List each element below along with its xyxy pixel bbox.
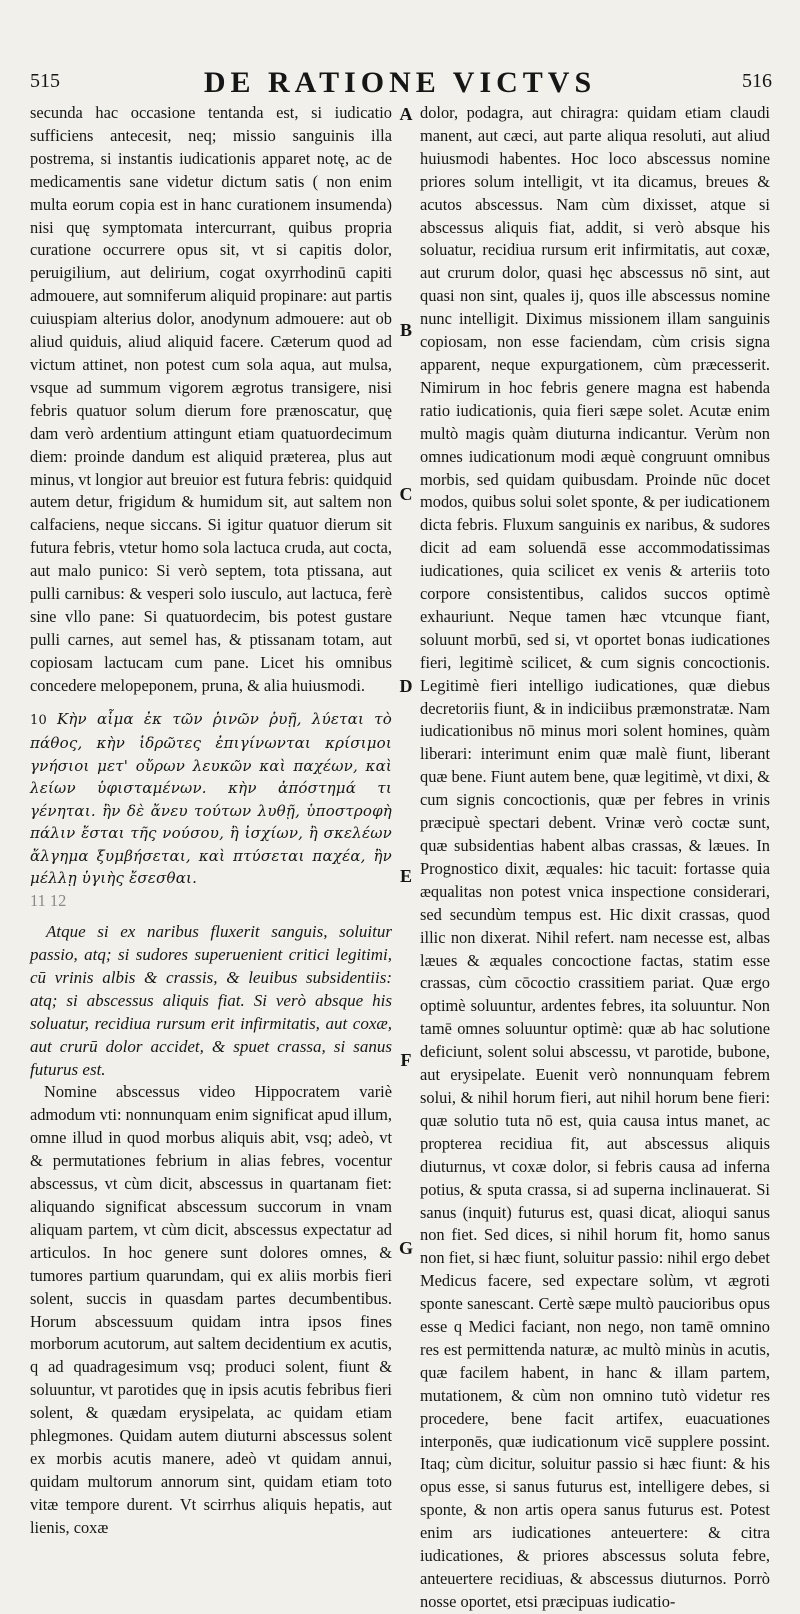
greek-aphorism <box>30 708 392 890</box>
margin-letter-a: A <box>399 104 413 124</box>
paragraph: secunda hac occasione tentanda est, si iudicatio sufficiens antecesit, neq; missio sanguinis illa postrema, si instantis iudicationis apparet notę, ac de medicamentis sane videtur dictum satis ( non enim multa eorum copia est in hanc curationem insumenda) nisi quę symptomata intercurrant, quibus propria curatione occurrere opus sit, vt si capitis dolor, peruigilium, aut delirium, cogat oxyrrhodinū capiti admouere, aut somniferum aliquid propinare: aut partis cuiuspiam alterius dolor, anodynum admouere: aut ob aliud quiduis, aliud aliquid facere. Cæterum quod ad victum attinet, non potest cum sola aqua, aut mulsa, vsque ad summum vigorem ægrotus transigere, nisi febris quatuor solum dierum fore prænoscatur, quę dam verò ardentium attingunt etiam quatuordecimum diem: proinde dandum est aliquid præterea, plus aut minus, vt longior aut breuior est futura febris: quidquid autem detur, frigidum & humidum sit, aut saltem non calfaciens, neque siccans. Si igitur quatuor dierum sit futura febris, vtetur homo sola lactuca cruda, aut cocta, aut malo punico: Si verò septem, tota ptissana, aut pulli carnibus: & vesperi solo iusculo, aut lactuca, ferè sine vllo pane: Si quatuordecim, bis potest gustare pulli carnes, aut semel has, & ptissanam totam, aut copiosam lactucam cum pane. Licet his omnibus concedere melopeponem, pruna, & alia huiusmodi. <box>30 103 392 695</box>
commentary-paragraph: Nomine abscessus video Hippocratem variè admodum vti: nonnunquam enim significat apud illum, omne illud in quod morbus aliquis abit, vsq; adeò, vt & permutationes febrium in alias febres, vocentur abscessus, vt cùm dicit, abscessus in quartanam fiet: aliquando significat abscessum succorum in vnam aliquam partem, vt cùm dicit, abscessus expectatur ad articulos. In hoc genere sunt dolores omnes, & tumores partium quarundam, qui ex aliis morbis fieri solent, succis in quasdam partes decumbentibus. Horum abscessuum quidam intra ipsos fines morborum acutorum, aut saltem decidentium ex acutis, q ad quadragesimum vsq; produci solent, fiunt & soluuntur, vt parotides quę in ipsis acutis febribus fieri solent, & quædam erysipelata, ac quidam etiam phlegmones. Quidam autem diuturni abscessus solent ex morbis acutis manere, adeò vt quidam annui, quidam multorum annorum sint, quidam etiam toto vitæ tempore durent. Vt scirrhus aliquis hepatis, aut lienis, coxæ <box>30 1082 392 1537</box>
margin-letter-d: D <box>399 676 413 696</box>
margin-letter-b: B <box>399 320 412 340</box>
margin-letter-e: E <box>399 866 412 886</box>
paragraph: dolor, podagra, aut chiragra: quidam etiam claudi manent, aut cæci, aut parte aliqua resoluti, aut aliud huiusmodi habentes. Hoc loco abscessus nomine priores solum intelligit, vt ita dicamus, breues & acutos abscessus. Nam cùm dixisset, atque si abscessus aliquis fiat, addit, si verò absque his soluatur, recidiua rursum erit infirmitatis, aut coxæ, aut crurum dolor, quasi hęc abscessus nō sint, aut quasi non sint, quales ij, quos ille abscessus nomine nunc intelligit. Diximus missionem illam sanguinis copiosam, non esse faciendam, cùm crisis signa apparent, neque expurgationem, cùm præcesserit. Nimirum in hoc febris genere magna est habenda ratio iudicationis, quia fieri sæpe solet. Acutæ enim multò magis quàm diuturna indicantur. Verùm non omnes iudicationum modi æquè congruunt omnibus morbis, sed quidam quibusdam. Proinde nūc docet modos, quibus solui solet sponte, & per iudicationem dicta febris. Fluxum sanguinis ex naribus, & sudores dicit ad eam soluendā esse accommodatissimas iudicationes, quia scilicet ex venis & arteriis toto corpore consistentibus, calidos succos optimè exhauriunt. Neque tamen hæc vtcunque fiant, soluunt morbū, sed si, vt oportet bonas iudicationes fieri, legitimè scilicet, & cum signis concoctionis. Legitimè fieri intelligo iudicationes, quæ diebus decretoriis fiunt, & in indiciibus præmonstratæ. Nam iudicationibus nō minus mori solent homines, quàm liberari: interimunt enim quæ malè fiunt, liberant quæ bene. Fiunt autem bene, quæ legitimè, vt dixi, & cum signis concoctionis, quæ per febres in vrinis præcipuè spectari debent. Vrinæ verò coctæ sunt, quæ subsidentias habent albas crassas, & læues. In Prognostico dixit, æquales: hic tacuit: fortasse quia æqualitas non potest vnica inspectione considerari, sed secundùm tempus est. Hic dixit crassas, quod illic non dixerat. Nihil refert. nam necesse est, albas læues & æquales concoctione factas, statim esse crassas, cùm cōcoctio crassitiem pariat. Quæ ergo optimè soluuntur, ardentes febres, ita soluuntur. Non tamē omnes soluuntur optimè: quæ ab hac solutione deficiunt, solent solui abscessu, vt parotide, bubone, aut erysipelate. Euenit verò nonnunquam febrem solui, & nihil horum fieri, aut nihil horum bene fieri: quæ solutio tuta nō est, quia causa intus manet, ac propterea recidiua fit, aut abscessus aliquis diuturnus, vt coxæ dolor, si febris causa ad inferna potius, & sputa crassa, si ad superna inclinauerat. Si sanus (inquit) futurus est, quasi dicat, alioqui sanus non fiet. Sed dices, si nihil horum fit, homo sanus non fiet, si hæc fiunt, soluitur passio: nihil ergo debet Medicus facere, sed expectare solùm, vt ægroti sponte sanescant. Certè sæpe multò paucioribus opus esse q Medici faciant, non nego, non tamē omnino res est permittenda naturæ, ac multò minùs in acutis, quæ facilem habent, in hanc & illam partem, mutationem, & cùm non omnino tutò videtur res procedere, bene facit artifex, euacuationes interponēs, quæ iudicationum vicē supplere possint. Itaq; cùm dicitur, soluitur passio si hæc fiunt: & his opus esse, si sanus futurus est, intelligere debes, si sponte, & non artis opera sanus futurus est. Potest enim ars iudicationes anteuertere: & citra iudicationes, & priores abscessus soluta febre, anteuertere recidiuas, & abscessus diuturnos. Porrò nosse oportet, etsi præcipuas iudicatio- <box>420 103 770 1611</box>
margin-letter-c: C <box>399 484 413 504</box>
margin-note-number: 10 <box>30 712 47 728</box>
latin-translation: Atque si ex naribus fluxerit sanguis, soluitur passio, atq; si sudores superuenient critici legitimi, cū vrinis albis & crassis, & leuibus subsidentiis: atq; si abscessus aliquis fiat. Si verò absque his soluatur, recidiua rursum erit infirmitatis, aut coxæ, aut crurū dolor accidet, & spuet crassa, si sanus futurus est. <box>30 922 392 1080</box>
left-column <box>30 102 392 1540</box>
right-column <box>420 102 770 1614</box>
margin-letter-g: G <box>398 1238 413 1258</box>
page-number-left: 515 <box>30 70 60 92</box>
running-title: DE RATIONE VICTVS <box>203 66 597 99</box>
greek-text: Κὴν αἷμα ἐκ τῶν ῥινῶν ῥυῇ, λύεται τὸ πάθος, κὴν ἱδρῶτες ἐπιγίνωνται κρίσιμοι γνήσιοι μετ' οὔρων λευκῶν καὶ παχέων, καὶ λείων ὑφισταμένων. κὴν ἀπόστημά τι γένηται. ἢν δὲ ἄνευ τούτων λυθῇ, ὑποστροφὴ πάλιν ἔσται τῆς νούσου, ἢ ἰσχίων, ἢ σκελέων ἄλγημα ξυμβήσεται, καὶ πτύσεται παχέα, ἢν μέλλῃ ὑγιὴς ἔσεσθαι. <box>30 709 392 888</box>
margin-letter-f: F <box>400 1050 412 1070</box>
margin-note-number-2: 11 12 <box>30 890 67 910</box>
page-number-right: 516 <box>742 70 772 92</box>
running-header <box>0 66 800 100</box>
